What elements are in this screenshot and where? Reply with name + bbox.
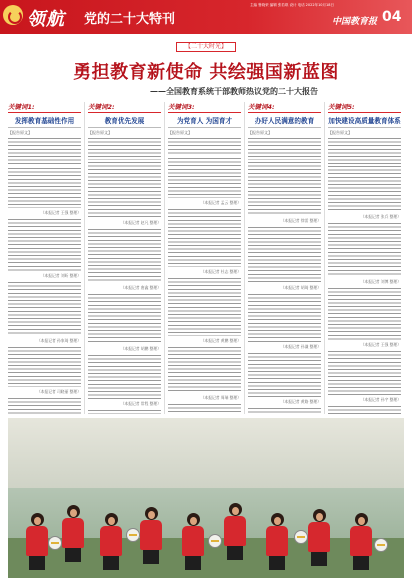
body-text	[168, 404, 241, 415]
byline: （本报记者 王强 整理）	[40, 209, 81, 215]
byline: （本报记者 黄路 整理）	[280, 398, 321, 404]
byline: （本报记者 唐鑫 整理）	[120, 284, 161, 290]
keyword-label: 关键词2:	[88, 103, 115, 111]
column-title: 发挥教育基础性作用	[14, 117, 75, 125]
body-text	[8, 138, 81, 166]
body-text	[328, 166, 401, 212]
byline: （本报记者 张兵 整理）	[360, 213, 401, 219]
keyword-column-5	[328, 102, 401, 414]
divider	[328, 112, 401, 113]
column-title: 为党育人 为国育才	[176, 117, 233, 125]
column-divider	[324, 102, 325, 414]
body-text	[328, 406, 401, 415]
page-subtitle: ——全国教育系统干部教师热议党的二十大报告	[150, 86, 318, 96]
student-figure	[260, 513, 294, 570]
column-title: 教育优先发展	[104, 117, 145, 125]
byline: （本报记者 黄鹏 整理）	[200, 337, 241, 343]
byline: （本报记者 孙谦 整理）	[280, 343, 321, 349]
body-text	[248, 227, 321, 283]
byline: （本报记者 赵凡 整理）	[120, 219, 161, 225]
divider	[8, 112, 81, 113]
student-figure	[344, 513, 378, 570]
keyword-column-3	[168, 102, 241, 414]
keyword-column-4	[248, 102, 321, 414]
body-text	[88, 294, 161, 344]
party-emblem-icon	[3, 5, 23, 25]
report-original-label: 【报告原文】	[248, 130, 272, 135]
report-original-label: 【报告原文】	[168, 130, 192, 135]
volleyball	[294, 530, 308, 544]
byline: （本报记者 孙家琦 整理）	[36, 337, 81, 343]
byline: （本报记者 胡鹏 整理）	[120, 345, 161, 351]
report-original-label: 【报告原文】	[8, 130, 32, 135]
divider	[328, 127, 401, 128]
keyword-label: 关键词1:	[8, 103, 35, 111]
byline: （本报记者 周瑞 整理）	[200, 394, 241, 400]
divider	[8, 127, 81, 128]
byline: （本报记者 王强 整理）	[360, 341, 401, 347]
body-text	[248, 408, 321, 415]
divider	[248, 112, 321, 113]
keyword-label: 关键词3:	[168, 103, 195, 111]
body-text	[88, 355, 161, 399]
byline: （本报记者 常程 整理）	[120, 400, 161, 406]
body-text	[248, 294, 321, 342]
column-divider	[244, 102, 245, 414]
body-text	[248, 353, 321, 397]
body-text	[8, 398, 81, 415]
body-text	[168, 209, 241, 267]
byline: （本报记者 杜志 整理）	[200, 268, 241, 274]
student-figure	[94, 513, 128, 570]
body-text	[168, 278, 241, 336]
masthead	[0, 0, 412, 34]
body-text	[168, 347, 241, 393]
body-text	[328, 138, 401, 164]
issue-meta: 主编 鲁晓荣 编辑 张若琪 设计 电话 2022年10月18日	[250, 3, 334, 7]
students-volleyball-photo	[8, 418, 404, 578]
page-title: 勇担教育新使命 共绘强国新蓝图	[73, 62, 339, 83]
report-original-label: 【报告原文】	[328, 130, 352, 135]
volleyball	[208, 534, 222, 548]
body-text	[248, 162, 321, 216]
masthead-brand: 领航	[27, 9, 65, 30]
body-text	[88, 138, 161, 160]
column-tag: 【二十大时光】	[176, 42, 236, 52]
body-text	[248, 138, 321, 160]
byline: （本报记者 胡琦 整理）	[280, 284, 321, 290]
body-text	[328, 288, 401, 340]
byline: （本报记者 刘博 整理）	[360, 278, 401, 284]
divider	[168, 112, 241, 113]
body-text	[328, 223, 401, 277]
body-text	[168, 158, 241, 198]
byline: （本报记者 孙宇 整理）	[360, 396, 401, 402]
body-text	[328, 351, 401, 395]
photo-background	[8, 418, 404, 488]
column-divider	[84, 102, 85, 414]
column-title: 办好人民满意的教育	[254, 117, 315, 125]
divider	[88, 127, 161, 128]
column-title: 加快建设高质量教育体系	[328, 117, 401, 125]
byline: （本报记者 刘昕 整理）	[40, 272, 81, 278]
newspaper-name: 中国教育报	[332, 17, 378, 27]
body-text	[8, 219, 81, 271]
body-text	[88, 229, 161, 283]
volleyball	[374, 538, 388, 552]
volleyball	[126, 528, 140, 542]
report-original-label: 【报告原文】	[88, 130, 112, 135]
divider	[248, 127, 321, 128]
body-text	[8, 347, 81, 387]
body-text	[168, 138, 241, 156]
student-figure	[176, 513, 210, 570]
column-divider	[164, 102, 165, 414]
body-text	[8, 168, 81, 208]
keyword-column-2	[88, 102, 161, 414]
divider	[88, 112, 161, 113]
body-text	[88, 410, 161, 415]
keyword-label: 关键词5:	[328, 103, 355, 111]
volleyball	[48, 536, 62, 550]
body-text	[8, 282, 81, 336]
byline: （本报记者 徐雷 整理）	[280, 217, 321, 223]
keyword-column-1	[8, 102, 81, 414]
keyword-label: 关键词4:	[248, 103, 275, 111]
byline: （本报记者 孟云 整理）	[200, 199, 241, 205]
student-figure	[56, 505, 90, 562]
student-figure	[218, 503, 252, 560]
page-number: 04	[382, 9, 402, 25]
special-issue-title: 党的二十大特刊	[84, 12, 176, 27]
divider	[168, 127, 241, 128]
body-text	[88, 162, 161, 218]
byline: （本报记者 司晓丽 整理）	[36, 388, 81, 394]
